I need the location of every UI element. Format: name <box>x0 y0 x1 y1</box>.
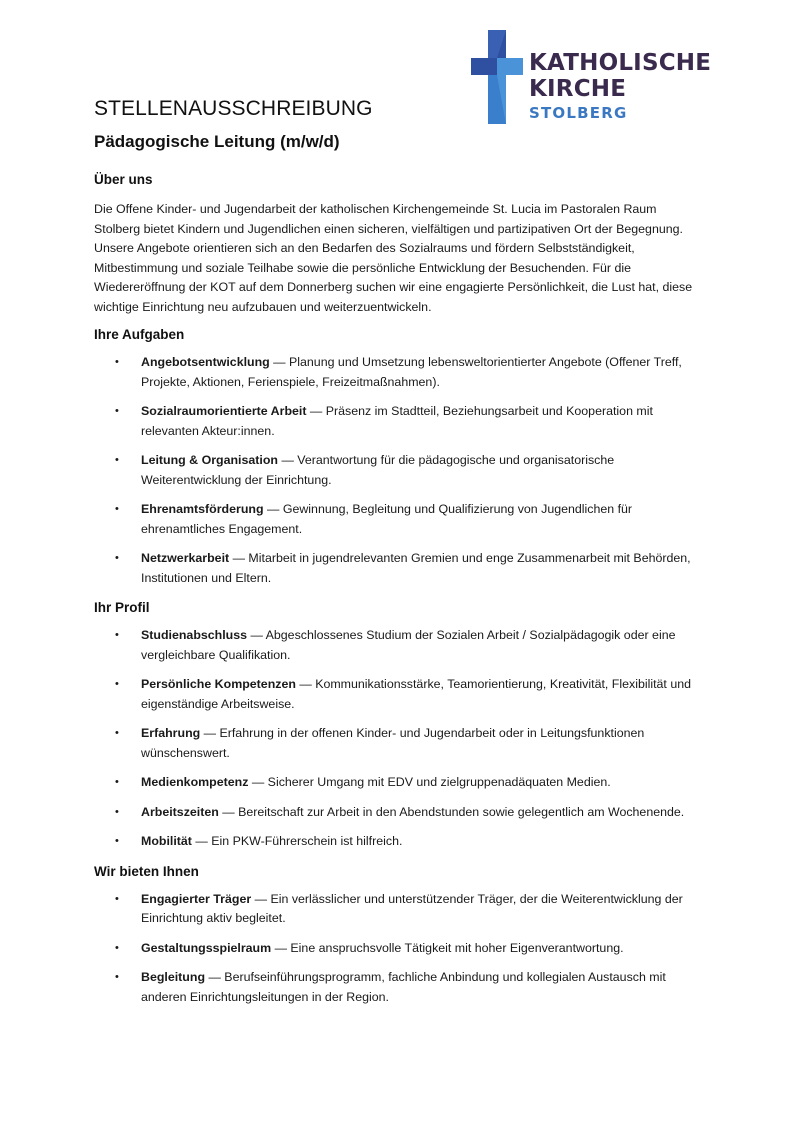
document-body <box>94 170 704 1017</box>
bullet-icon: • <box>115 835 119 847</box>
about-text: Die Offene Kinder- und Jugendarbeit der katholischen Kirchengemeinde St. Lucia im Pastoralen Raum Stolberg bietet Kindern und Jugendlichen einen sicheren, vielfältigen und partizipativen Ort der Begegnung. Unsere Angebote orientieren sich an den Bedarfen des Sozialraums und fördern Selbstständigkeit, Mitbestimmung und soziale Teilhabe sowie die persönliche Entwicklung der Besuchenden. Für die Wiedereröffnung der KOT auf dem Donnerberg suchen wir eine engagierte Persönlichkeit, die Lust hat, diese wichtige Einrichtung neu aufzubauen und weiterzuentwickeln. <box>94 202 693 314</box>
list-item <box>94 353 704 392</box>
item-text: — Eine anspruchsvolle Tätigkeit mit hoher Eigenverantwortung. <box>271 940 624 955</box>
logo-line-2: KIRCHE <box>529 76 627 102</box>
item-term: Studienabschluss <box>141 628 248 642</box>
tasks-list <box>94 353 704 588</box>
logo-line-1: KATHOLISCHE <box>529 50 712 76</box>
church-logo <box>471 30 711 126</box>
bullet-icon: • <box>115 454 119 466</box>
item-text: — Kommunikationsstärke, Teamorientierung, Kreativität, Flexibilität und eigenständige Arbeitsweise. <box>141 677 691 711</box>
list-item <box>94 724 704 763</box>
bullet-icon: • <box>115 678 119 690</box>
list-item <box>94 773 704 793</box>
item-text: — Ein verlässlicher und unterstützender Träger, der die Weiterentwicklung der Einrichtung aktiv begleitet. <box>141 891 683 925</box>
list-item <box>94 626 704 665</box>
item-term: Medienkompetenz <box>141 775 249 789</box>
item-text: — Gewinnung, Begleitung und Qualifizierung von Jugendlichen für ehrenamtliches Engagement. <box>141 502 633 536</box>
list-item <box>94 939 704 959</box>
list-item <box>94 968 704 1007</box>
list-item <box>94 890 704 929</box>
tasks-section <box>94 325 704 588</box>
item-term: Persönliche Kompetenzen <box>141 677 296 691</box>
item-text: — Berufseinführungsprogramm, fachliche Anbindung und kollegialen Austausch mit anderen Einrichtungsleitungen in der Region. <box>141 970 666 1004</box>
list-item <box>94 402 704 441</box>
bullet-icon: • <box>115 941 119 954</box>
item-term: Begleitung <box>141 970 206 984</box>
tasks-heading: Ihre Aufgaben <box>94 327 185 342</box>
item-term: Leitung & Organisation <box>141 453 278 467</box>
item-term: Netzwerkarbeit <box>141 551 230 565</box>
cross-icon <box>471 30 523 124</box>
item-text: — Abgeschlossenes Studium der Sozialen Arbeit / Sozialpädagogik oder eine vergleichbare Qualifikation. <box>141 628 676 662</box>
item-term: Angebotsentwicklung <box>141 355 270 369</box>
job-title: Pädagogische Leitung (m/w/d) <box>94 132 340 151</box>
bullet-icon: • <box>115 503 119 515</box>
item-term: Ehrenamtsförderung <box>141 502 264 516</box>
item-text: — Präsenz im Stadtteil, Beziehungsarbeit und Kooperation mit relevanten Akteur:innen. <box>141 404 653 438</box>
list-item <box>94 803 704 823</box>
about-heading: Über uns <box>94 172 153 187</box>
item-term: Mobilität <box>141 834 192 848</box>
item-text: — Verantwortung für die pädagogische und organisatorische Weiterentwicklung der Einrichtung. <box>141 453 615 487</box>
item-term: Erfahrung <box>141 726 201 740</box>
bullet-icon: • <box>115 356 119 368</box>
list-item <box>94 500 704 539</box>
offer-list <box>94 890 704 1008</box>
bullet-icon: • <box>115 805 119 818</box>
bullet-icon: • <box>115 971 119 983</box>
list-item <box>94 549 704 588</box>
bullet-icon: • <box>115 405 119 417</box>
logo-wordmark <box>529 50 711 123</box>
item-term: Sozialraumorientierte Arbeit <box>141 404 307 418</box>
logo-line-3: STOLBERG <box>529 104 628 122</box>
bullet-icon: • <box>115 892 119 905</box>
bullet-icon: • <box>115 727 119 739</box>
item-text: — Mitarbeit in jugendrelevanten Gremien und enge Zusammenarbeit mit Behörden, Institutionen und Eltern. <box>141 551 691 585</box>
item-text: — Sicherer Umgang mit EDV und zielgruppenadäquaten Medien. <box>248 775 611 789</box>
about-section <box>94 170 704 317</box>
item-text: — Bereitschaft zur Arbeit in den Abendstunden sowie gelegentlich am Wochenende. <box>218 804 685 819</box>
item-term: Arbeitszeiten <box>141 804 219 819</box>
bullet-icon: • <box>115 552 119 564</box>
item-term: Gestaltungsspielraum <box>141 940 272 955</box>
item-term: Engagierter Träger <box>141 891 252 906</box>
list-item <box>94 675 704 714</box>
offer-heading: Wir bieten Ihnen <box>94 863 199 879</box>
offer-section <box>94 862 704 1008</box>
bullet-icon: • <box>115 776 119 788</box>
item-text: — Planung und Umsetzung lebensweltorientierter Angebote (Offener Treff, Projekte, Aktionen, Ferienspiele, Freizeitmaßnahmen). <box>141 355 682 389</box>
document-title: STELLENAUSSCHREIBUNG <box>94 97 373 120</box>
profile-list <box>94 626 704 852</box>
list-item <box>94 832 704 852</box>
item-text: — Erfahrung in der offenen Kinder- und Jugendarbeit oder in Leitungsfunktionen wünschenswert. <box>141 726 645 760</box>
item-text: — Ein PKW-Führerschein ist hilfreich. <box>191 834 403 848</box>
bullet-icon: • <box>115 629 119 641</box>
list-item <box>94 451 704 490</box>
profile-section <box>94 598 704 852</box>
profile-heading: Ihr Profil <box>94 600 150 615</box>
